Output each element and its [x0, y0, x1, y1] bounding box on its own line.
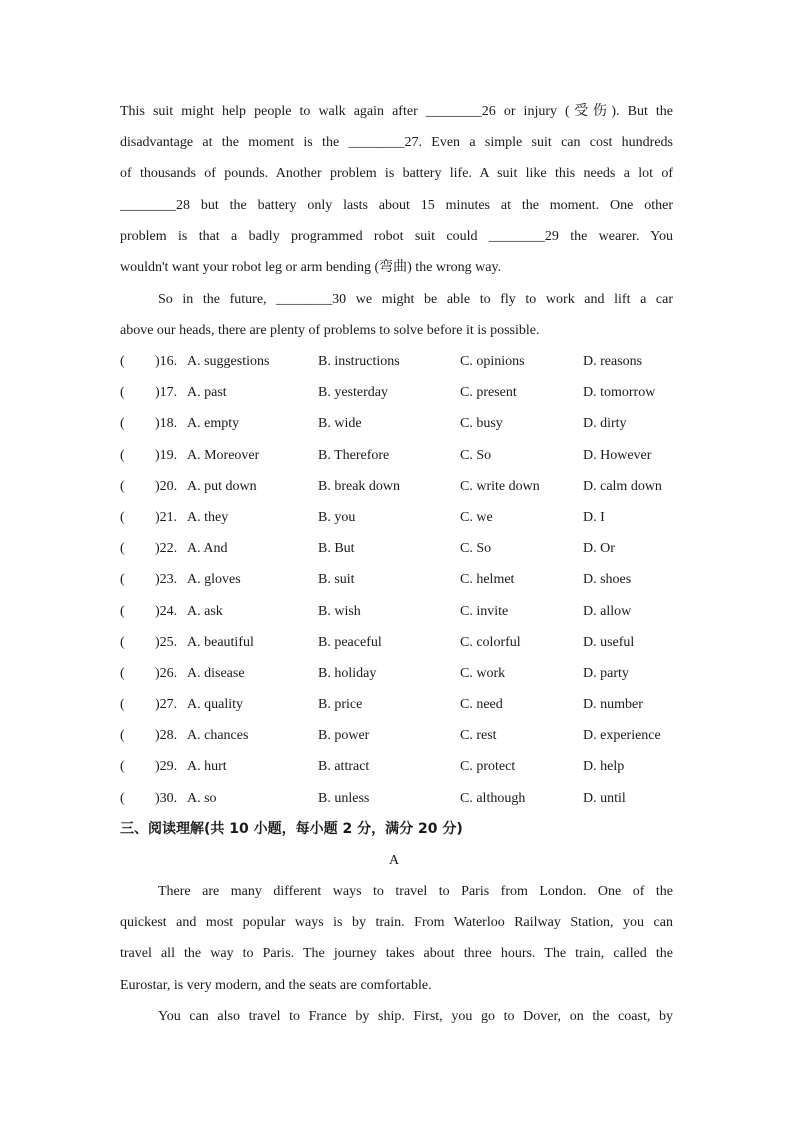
question-row — [120, 783, 680, 814]
option-c: C. present — [460, 385, 517, 401]
option-b: B. wide — [318, 416, 362, 432]
option-a: A. past — [187, 385, 227, 401]
question-number: )16. — [155, 354, 178, 369]
option-a: A. Moreover — [187, 447, 260, 463]
option-b: B. attract — [318, 759, 370, 775]
option-b: B. Therefore — [318, 447, 390, 463]
passage-cloze-paragraph-1 — [120, 96, 673, 283]
option-a: A. ask — [187, 603, 223, 619]
question-number: )30. — [155, 790, 178, 806]
reading-paragraph-2 — [120, 1001, 673, 1032]
question-row — [120, 533, 680, 564]
option-c: C. colorful — [460, 634, 521, 650]
option-d: D. number — [583, 697, 643, 713]
question-number: )27. — [155, 697, 178, 713]
text-line: disadvantage at the moment is the ________27. Even a simple suit can cost hundreds — [120, 135, 673, 151]
question-row — [120, 751, 680, 782]
answer-blank: ( — [120, 509, 125, 525]
question-number: )22. — [155, 541, 178, 557]
text-line: There are many different ways to travel to Paris from London. One of the — [158, 884, 673, 899]
question-row — [120, 408, 680, 439]
option-c: C. rest — [460, 728, 497, 744]
answer-blank: ( — [120, 416, 125, 432]
option-a: A. disease — [187, 665, 245, 681]
option-b: B. break down — [318, 478, 401, 494]
option-d: D. reasons — [583, 354, 643, 369]
question-row — [120, 440, 680, 471]
text-line: You can also travel to France by ship. First, you go to Dover, on the coast, by — [158, 1009, 673, 1024]
question-list — [120, 346, 680, 814]
section-heading: 三、阅读理解(共 10 小题，每小题 2 分，满分 20 分) — [120, 821, 463, 837]
option-b: B. peaceful — [318, 634, 382, 650]
passage-label: A — [389, 853, 400, 868]
question-row — [120, 564, 680, 595]
option-c: C. write down — [460, 478, 540, 494]
option-b: B. price — [318, 697, 363, 713]
text-line: above our heads, there are plenty of problems to solve before it is possible. — [120, 323, 540, 339]
text-line: quickest and most popular ways is by train. From Waterloo Railway Station, you can — [120, 915, 673, 931]
option-d: D. dirty — [583, 416, 627, 432]
option-c: C. helmet — [460, 572, 515, 588]
question-number: )18. — [155, 416, 178, 432]
question-row — [120, 689, 680, 720]
option-d: D. allow — [583, 603, 632, 619]
question-number: )17. — [155, 385, 178, 401]
option-a: A. chances — [187, 728, 249, 744]
option-a: A. so — [187, 790, 217, 806]
option-a: A. put down — [187, 478, 257, 494]
option-b: B. instructions — [318, 354, 400, 369]
option-b: B. unless — [318, 790, 370, 806]
option-d: D. tomorrow — [583, 385, 656, 401]
text-line: This suit might help people to walk again after ________26 or injury (受伤). But the — [120, 104, 673, 119]
answer-blank: ( — [120, 728, 125, 744]
text-line: problem is that a badly programmed robot suit could ________29 the wearer. You — [120, 228, 673, 244]
question-row — [120, 502, 680, 533]
option-c: C. although — [460, 790, 526, 806]
option-a: A. empty — [187, 416, 240, 432]
option-a: A. And — [187, 541, 228, 557]
option-d: D. shoes — [583, 572, 632, 588]
option-b: B. holiday — [318, 665, 377, 681]
answer-blank: ( — [120, 634, 125, 650]
question-number: )26. — [155, 665, 178, 681]
option-c: C. busy — [460, 416, 503, 432]
question-row — [120, 658, 680, 689]
option-d: D. help — [583, 759, 625, 775]
option-a: A. they — [187, 509, 229, 525]
question-number: )23. — [155, 572, 178, 588]
option-d: D. Or — [583, 541, 615, 557]
option-b: B. power — [318, 728, 370, 744]
question-number: )19. — [155, 447, 178, 463]
text-line: Eurostar, is very modern, and the seats are comfortable. — [120, 977, 432, 993]
reading-paragraph-1 — [120, 876, 673, 1001]
option-c: C. protect — [460, 759, 516, 775]
answer-blank: ( — [120, 478, 125, 494]
question-number: )24. — [155, 603, 178, 619]
option-d: D. experience — [583, 728, 661, 744]
question-row — [120, 377, 680, 408]
question-row — [120, 720, 680, 751]
option-d: D. until — [583, 790, 626, 806]
question-row — [120, 627, 680, 658]
answer-blank: ( — [120, 572, 125, 588]
option-a: A. gloves — [187, 572, 241, 588]
option-d: D. However — [583, 447, 652, 463]
question-row — [120, 471, 680, 502]
option-a: A. hurt — [187, 759, 227, 775]
answer-blank: ( — [120, 697, 125, 713]
question-number: )25. — [155, 634, 178, 650]
option-d: D. party — [583, 665, 629, 681]
option-c: C. we — [460, 509, 493, 525]
option-d: D. calm down — [583, 478, 662, 494]
answer-blank: ( — [120, 665, 125, 681]
option-c: C. need — [460, 697, 503, 713]
answer-blank: ( — [120, 354, 125, 369]
passage-cloze-paragraph-2 — [120, 284, 673, 346]
option-d: D. I — [583, 509, 605, 525]
answer-blank: ( — [120, 447, 125, 463]
text-line: wouldn't want your robot leg or arm bending (弯曲) the wrong way. — [120, 259, 502, 275]
answer-blank: ( — [120, 541, 125, 557]
option-b: B. But — [318, 541, 355, 557]
text-line: ________28 but the battery only lasts about 15 minutes at the moment. One other — [120, 197, 673, 213]
option-b: B. suit — [318, 572, 355, 588]
text-line: travel all the way to Paris. The journey takes about three hours. The train, called the — [120, 946, 673, 962]
option-a: A. quality — [187, 697, 243, 713]
question-number: )28. — [155, 728, 178, 744]
answer-blank: ( — [120, 603, 125, 619]
answer-blank: ( — [120, 385, 125, 401]
question-row — [120, 596, 680, 627]
question-number: )29. — [155, 759, 178, 775]
text-line: So in the future, ________30 we might be able to fly to work and lift a car — [158, 292, 673, 307]
option-c: C. work — [460, 665, 506, 681]
option-c: C. So — [460, 541, 492, 557]
answer-blank: ( — [120, 759, 125, 775]
option-b: B. yesterday — [318, 385, 388, 401]
question-row — [120, 346, 680, 377]
option-d: D. useful — [583, 634, 635, 650]
option-b: B. wish — [318, 603, 361, 619]
option-c: C. invite — [460, 603, 509, 619]
option-a: A. suggestions — [187, 354, 270, 369]
option-c: C. opinions — [460, 354, 525, 369]
question-number: )21. — [155, 509, 178, 525]
option-c: C. So — [460, 447, 492, 463]
question-number: )20. — [155, 478, 178, 494]
option-b: B. you — [318, 509, 356, 525]
answer-blank: ( — [120, 790, 125, 806]
option-a: A. beautiful — [187, 634, 254, 650]
text-line: of thousands of pounds. Another problem is battery life. A suit like this needs a lot of — [120, 166, 673, 182]
